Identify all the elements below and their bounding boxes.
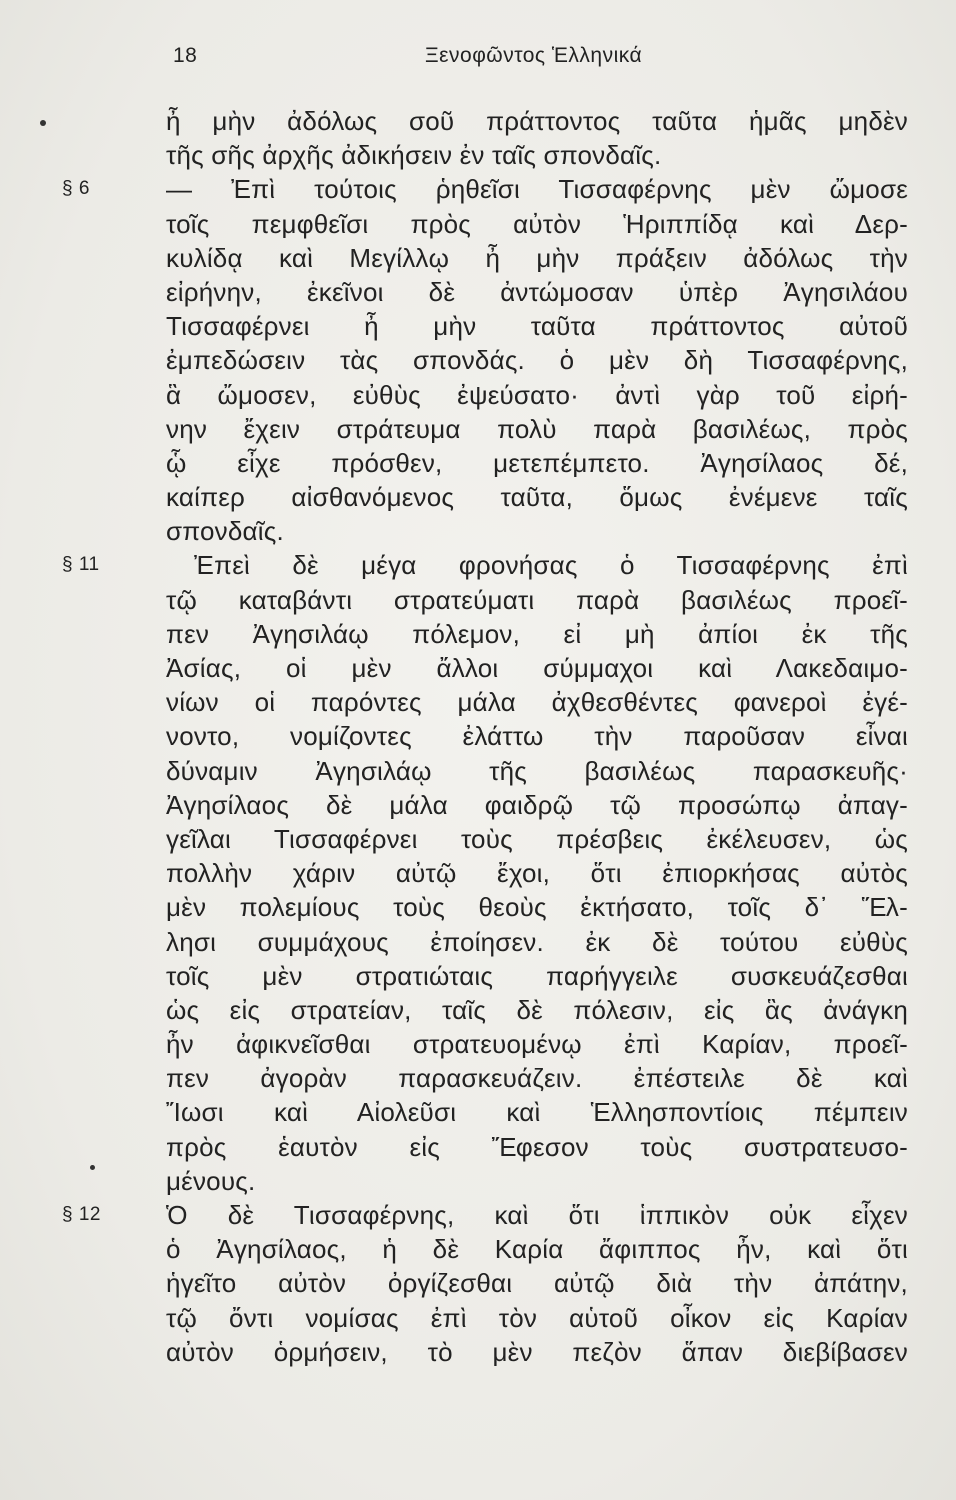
text-line [0,514,956,548]
text-line [0,412,956,446]
text-line [0,343,956,377]
text-line [0,480,956,514]
line-text: καίπερ αἰσθανόμενος ταῦτα, ὅμως ἐνέμενε ταῖς [166,482,908,513]
line-text: νοντο, νομίζοντες ἐλάττω τὴν παροῦσαν εἶναι [166,721,908,752]
line-text: ἃ ὤμοσεν, εὐθὺς ἐψεύσατο· ἀντὶ γὰρ τοῦ εἰρή- [166,379,908,410]
section-marker: § 11 [62,554,100,576]
line-text: τῷ ὄντι νομίσας ἐπὶ τὸν αὑτοῦ οἶκον εἰς Καρίαν [166,1302,908,1333]
line-text: τοῖς πεμφθεῖσι πρὸς αὐτὸν Ἡριππίδᾳ καὶ Δερ- [166,208,908,239]
text-line [0,138,956,172]
text-line [0,1266,956,1300]
page-number: 18 [173,44,198,67]
line-text: Ἐπεὶ δὲ μέγα φρονήσας ὁ Τισσαφέρνης ἐπὶ [194,550,908,581]
line-text: Ἀγησίλαος δὲ μάλα φαιδρῷ τῷ προσώπῳ ἀπαγ- [166,789,908,820]
section-marker: § 12 [62,1204,101,1225]
book-title: Ξενοφῶντος Ἑλληνικά [425,44,643,67]
text-line [0,822,956,856]
text-line [0,993,956,1027]
text-line [0,617,956,651]
line-text: πρὸς ἑαυτὸν εἰς Ἔφεσον τοὺς συστρατευσο- [166,1131,908,1162]
line-text: πολλὴν χάριν αὐτῷ ἔχοι, ὅτι ἐπιορκήσας αὐτὸς [166,858,908,889]
line-text: δύναμιν Ἀγησιλάῳ τῆς βασιλέως παρασκευῆς· [166,755,908,786]
line-text: πεν ἀγορὰν παρασκευάζειν. ἐπέστειλε δὲ καὶ [166,1063,908,1094]
text-line [0,446,956,480]
section-marker: § 6 [62,178,90,200]
text-line [0,651,956,685]
line-text: — Ἐπὶ τούτοις ῥηθεῖσι Τισσαφέρνης μὲν ὤμοσε [166,174,908,205]
line-text: τοῖς μὲν στρατιώταις παρήγγειλε συσκευάζεσθαι [166,960,908,991]
text-line [0,548,956,582]
line-text: Ἀσίας, οἱ μὲν ἄλλοι σύμμαχοι καὶ Λακεδαιμο- [166,653,908,683]
text-line [0,925,956,959]
ink-speck [90,1165,95,1170]
text-line [0,959,956,993]
text-line [0,856,956,890]
line-text: γεῖλαι Τισσαφέρνει τοὺς πρέσβεις ἐκέλευσεν, ὡς [166,823,908,854]
text-line [0,1335,956,1369]
line-text: εἰρήνην, ἐκεῖνοι δὲ ἀντώμοσαν ὑπὲρ Ἀγησιλάου [166,276,908,307]
text-line [0,1301,956,1335]
text-line [0,890,956,924]
line-text: νην ἔχειν στράτευμα πολὺ παρὰ βασιλέως, πρὸς [166,413,908,444]
line-text: ἡγεῖτο αὐτὸν ὀργίζεσθαι αὐτῷ διὰ τὴν ἀπάτην, [166,1268,908,1299]
text-line [0,378,956,412]
line-text: πεν Ἀγησιλάῳ πόλεμον, εἰ μὴ ἀπίοι ἐκ τῆς [166,618,908,649]
text-line [0,1095,956,1129]
text-line [0,1061,956,1095]
line-text: τῆς σῆς ἀρχῆς ἀδικήσειν ἐν ταῖς σπονδαῖς. [166,140,662,171]
text-line [0,754,956,788]
line-text: λησι συμμάχους ἐποίησεν. ἐκ δὲ τούτου εὐθὺς [166,926,908,957]
text-line [0,172,956,206]
line-text: Ἴωσι καὶ Αἰολεῦσι καὶ Ἑλλησποντίοις πέμπειν [166,1097,908,1128]
line-text: Τισσαφέρνει ἦ μὴν ταῦτα πράττοντος αὐτοῦ [166,311,908,342]
text-line [0,685,956,719]
line-text: ᾧ εἶχε πρόσθεν, μετεπέμπετο. Ἀγησίλαος δέ, [166,447,908,478]
line-text: σπονδαῖς. [166,516,284,547]
line-text: ἐμπεδώσειν τὰς σπονδάς. ὁ μὲν δὴ Τισσαφέρνης, [166,345,908,376]
line-text: ὁ Ἀγησίλαος, ἡ δὲ Καρία ἄφιππος ἦν, καὶ ὅτι [166,1234,908,1265]
line-text: τῷ καταβάντι στρατεύματι παρὰ βασιλέως προεῖ- [166,584,908,615]
text-line [0,719,956,753]
text-line [0,1130,956,1164]
ink-speck [40,120,46,126]
line-text: αὐτὸν ὁρμήσειν, τὸ μὲν πεζὸν ἅπαν διεβίβασεν [166,1336,908,1367]
line-text: ἦ μὴν ἀδόλως σοῦ πράττοντος ταῦτα ἡμᾶς μηδὲν [166,106,908,136]
line-text: κυλίδᾳ καὶ Μεγίλλῳ ἦ μὴν πράξειν ἀδόλως τὴν [166,242,908,273]
line-text: μένους. [166,1165,256,1196]
text-line [0,1027,956,1061]
text-line [0,241,956,275]
line-text: μὲν πολεμίους τοὺς θεοὺς ἐκτήσατο, τοῖς δ᾽ Ἕλ- [166,892,908,923]
text-block [0,104,956,1369]
text-line [0,1232,956,1266]
text-line [0,207,956,241]
line-text: νίων οἱ παρόντες μάλα ἀχθεσθέντες φανεροὶ ἐγέ- [166,687,908,718]
line-text: Ὁ δὲ Τισσαφέρνης, καὶ ὅτι ἱππικὸν οὐκ εἶχεν [166,1200,908,1230]
line-text: ὡς εἰς στρατείαν, ταῖς δὲ πόλεσιν, εἰς ἃς ἀνάγκη [166,994,908,1025]
text-line [0,583,956,617]
text-line [0,275,956,309]
running-head [165,44,825,74]
text-line [0,1198,956,1232]
text-line [0,309,956,343]
text-line [0,1164,956,1198]
text-line [0,104,956,138]
line-text: ἦν ἀφικνεῖσθαι στρατευομένῳ ἐπὶ Καρίαν, προεῖ- [166,1029,908,1060]
text-line [0,788,956,822]
